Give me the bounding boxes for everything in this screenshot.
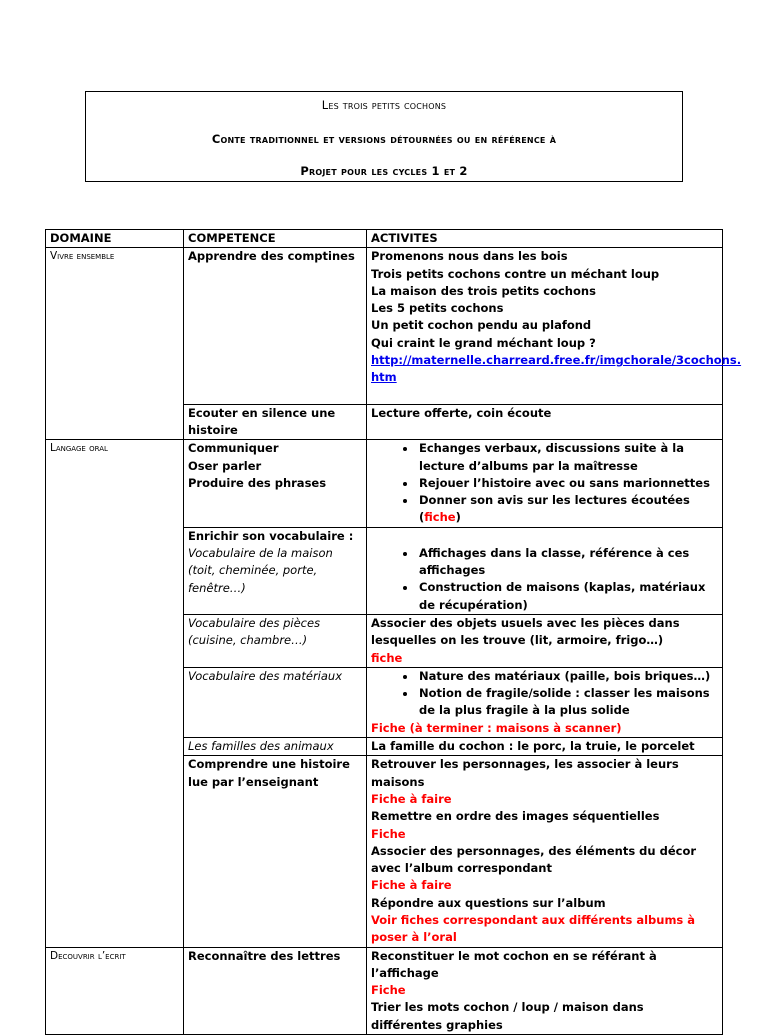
- competence-comptines: Apprendre des comptines: [184, 248, 367, 404]
- link-text-line1: http://maternelle.charreard.free.fr/imgchorale/3cochons.: [371, 353, 742, 368]
- link-text-line2: htm: [371, 370, 397, 385]
- competence-pieces: Vocabulaire des pièces (cuisine, chambre…): [184, 614, 367, 667]
- competence-lettres: Reconnaître des lettres: [184, 947, 367, 1034]
- activities-vocabulaire: [367, 527, 723, 614]
- header-domaine: DOMAINE: [46, 230, 184, 248]
- table-row: [46, 440, 723, 527]
- competence-vocabulaire: Enrichir son vocabulaire : Vocabulaire de la maison (toit, cheminée, porte, fenêtre…): [184, 527, 367, 614]
- title-box: [85, 91, 683, 182]
- competence-ecouter: Ecouter en silence une histoire: [184, 404, 367, 440]
- list-item: Trois petits cochons contre un méchant loup: [371, 266, 660, 281]
- list-item: La maison des trois petits cochons: [371, 283, 596, 298]
- list-item: Un petit cochon pendu au plafond: [371, 318, 592, 333]
- competence-familles: Les familles des animaux: [184, 738, 367, 756]
- activities-pieces: Associer des objets usuels avec les pièces dans lesquelles on les trouve (lit, armoire, frigo…) fiche: [367, 614, 723, 667]
- fiche-label: Fiche à faire: [371, 878, 452, 893]
- header-activites: ACTIVITES: [367, 230, 723, 248]
- fiche-label: Voir fiches correspondant aux différents albums à poser à l’oral: [371, 912, 696, 945]
- table-header-row: [46, 230, 723, 248]
- header-competence: COMPETENCE: [184, 230, 367, 248]
- list-item: Les 5 petits cochons: [371, 301, 504, 316]
- fiche-label: Fiche: [371, 826, 406, 841]
- document-subtitle: Conte traditionnel et versions détournées ou en référence à: [211, 132, 557, 146]
- domain-vivre-ensemble: Vivre ensemble: [46, 248, 184, 440]
- activities-materiaux: [367, 667, 723, 737]
- domain-decouvrir-ecrit: Decouvrir l’ecrit: [46, 947, 184, 1034]
- competence-comprendre: Comprendre une histoire lue par l’enseignant: [184, 756, 367, 947]
- activities-comptines: [367, 248, 742, 404]
- domain-langage-oral: Langage oral: [46, 440, 184, 947]
- activities-comprendre: Retrouver les personnages, les associer à leurs maisons Fiche à faire Remettre en ordre des images séquentielles Fiche Associer des personnages, des éléments du décor avec l’album correspondant Fiche à faire Répondre aux questions sur l’album Voir fiches correspondant aux différents albums à poser à l’oral: [367, 756, 723, 947]
- competence-materiaux: Vocabulaire des matériaux: [184, 667, 367, 737]
- list-item: Qui craint le grand méchant loup ?: [371, 335, 596, 350]
- fiche-label: fiche: [371, 650, 403, 665]
- activities-familles: La famille du cochon : le porc, la truie, le porcelet: [367, 738, 723, 756]
- activities-table: [45, 229, 742, 1035]
- list-item: Promenons nous dans les bois: [371, 249, 568, 264]
- fiche-label: Fiche à faire: [371, 791, 452, 806]
- fiche-label: fiche: [424, 510, 456, 525]
- comptines-link[interactable]: [371, 352, 742, 387]
- fiche-label: Fiche: [371, 983, 406, 998]
- table-row: [46, 947, 723, 1034]
- list-item: • Echanges verbaux, discussions suite à la lecture d’albums par la maîtresse: [417, 440, 718, 475]
- fiche-label: Fiche (à terminer : maisons à scanner): [371, 720, 622, 735]
- list-item: • Donner son avis sur les lectures écoutées (fiche): [417, 492, 718, 527]
- document-title: Les trois petits cochons: [321, 98, 447, 112]
- document-project: Projet pour les cycles 1 et 2: [300, 164, 468, 178]
- activities-lettres: Reconstituer le mot cochon en se référant à l’affichage Fiche Trier les mots cochon / loup / maison dans différentes graphies: [367, 947, 723, 1034]
- list-item: • Construction de maisons (kaplas, matériaux de récupération): [417, 579, 718, 614]
- list-item: • Affichages dans la classe, référence à ces affichages: [417, 545, 718, 580]
- list-item: • Rejouer l’histoire avec ou sans marionnettes: [417, 475, 718, 492]
- list-item: • Notion de fragile/solide : classer les maisons de la plus fragile à la plus solide: [417, 685, 718, 720]
- table-row: [46, 248, 723, 404]
- activities-ecouter: Lecture offerte, coin écoute: [367, 404, 723, 440]
- activities-communiquer: [367, 440, 723, 527]
- list-item: • Nature des matériaux (paille, bois briques…): [417, 668, 718, 685]
- competence-communiquer: Communiquer Oser parler Produire des phrases: [184, 440, 367, 527]
